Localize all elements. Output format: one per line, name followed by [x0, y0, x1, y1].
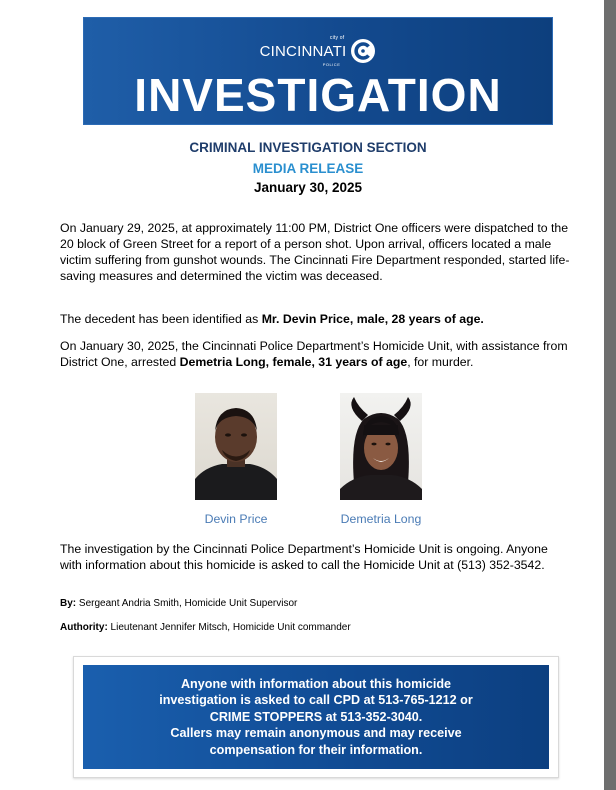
banner-title: INVESTIGATION: [134, 69, 502, 121]
arrest-paragraph: On January 30, 2025, the Cincinnati Police Department’s Homicide Unit, with assistance from District One, arrested Demetria Long, female, 31 years of age, for murder.: [60, 339, 568, 369]
logo-name-text: CINCINNATI: [259, 42, 347, 60]
logo-city-text: city of: [329, 34, 345, 41]
viewer-scrollbar-gutter[interactable]: [604, 0, 616, 790]
ongoing-paragraph: The investigation by the Cincinnati Police Department’s Homicide Unit is ongoing. Anyone with information about this homicide is asked to call the Homicide Unit at (513) 352-3542.: [60, 542, 548, 572]
media-release-heading: MEDIA RELEASE: [252, 161, 364, 176]
photo-devin-price: [195, 393, 277, 500]
incident-paragraph: On January 29, 2025, at approximately 11:00 PM, District One officers were dispatched to the 20 block of Green Street for a report of a person shot. Upon arrival, officers located a male victim suffering from gunshot wounds. The Cincinnati Fire Department responded, started life-saving measures and determined the victim was deceased.: [60, 221, 570, 283]
byline: By: Sergeant Andria Smith, Homicide Unit Supervisor: [60, 598, 298, 609]
caption-devin-price: Devin Price: [204, 512, 268, 526]
cincinnati-c-icon: [350, 38, 376, 64]
tip-line-text: Anyone with information about this homicide investigation is asked to call CPD at 513-765-1212 or CRIME STOPPERS at 513-352-3040. Callers may remain anonymous and may receive compensation for their information.: [159, 676, 473, 757]
photo-demetria-long: [340, 393, 422, 500]
portrait-female-icon: [340, 393, 422, 500]
decedent-name: Mr. Devin Price, male, 28 years of age.: [261, 312, 484, 326]
decedent-paragraph: The decedent has been identified as Mr. Devin Price, male, 28 years of age.: [60, 312, 484, 326]
logo-police-text: POLICE: [322, 61, 341, 67]
portrait-male-icon: [195, 393, 277, 500]
cincinnati-police-logo: [84, 36, 552, 66]
caption-demetria-long: Demetria Long: [340, 512, 422, 526]
authority-line: Authority: Lieutenant Jennifer Mitsch, Homicide Unit commander: [60, 622, 351, 633]
section-heading: CRIMINAL INVESTIGATION SECTION: [189, 140, 427, 155]
arrestee-name: Demetria Long, female, 31 years of age: [179, 355, 408, 369]
release-date: January 30, 2025: [253, 180, 363, 195]
tip-line-box: [73, 656, 559, 778]
investigation-banner: [83, 17, 553, 125]
